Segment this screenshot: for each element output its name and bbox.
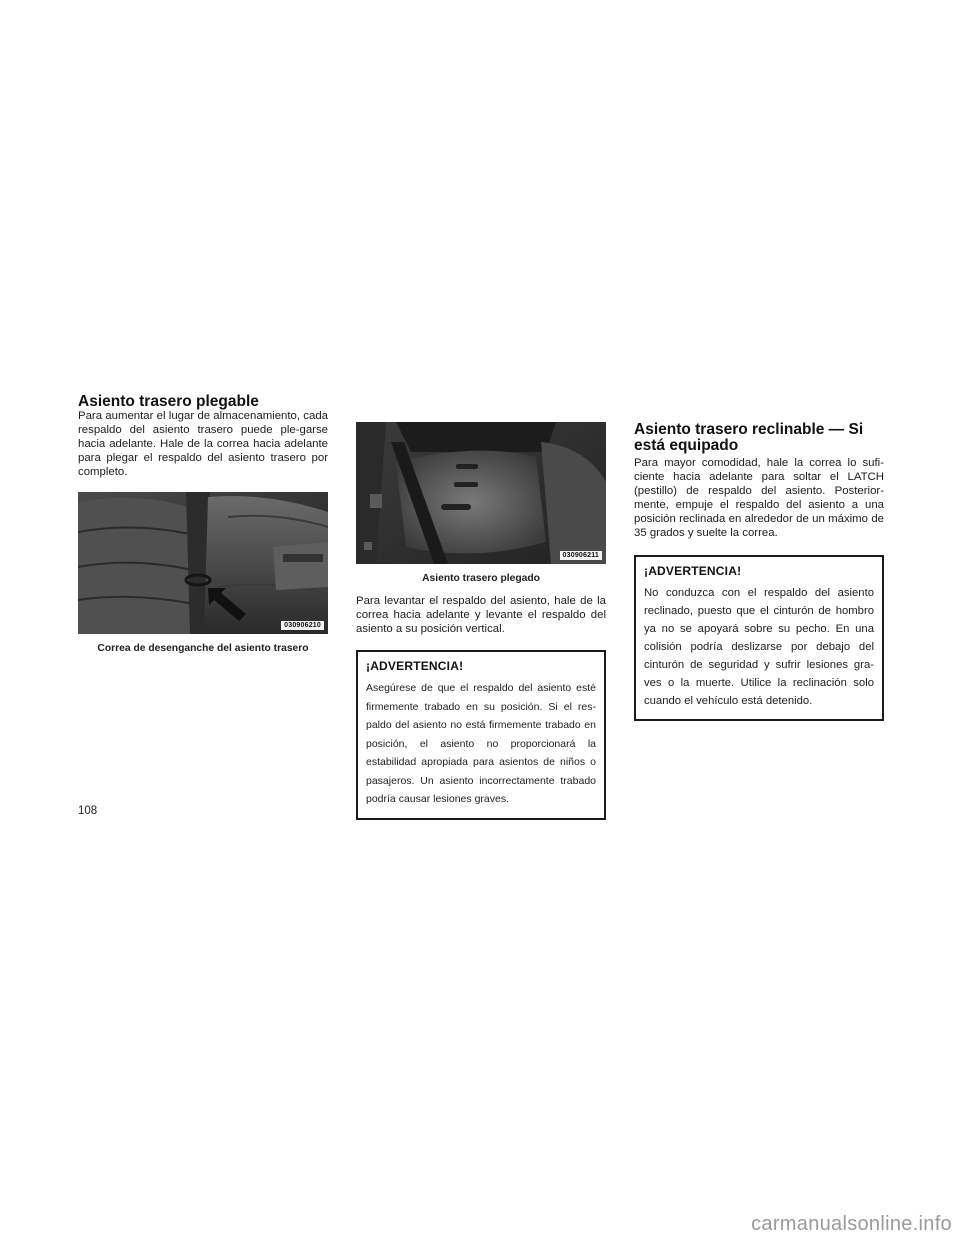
figure-caption-release-strap: Correa de desenganche del asiento trasero [97, 643, 309, 654]
page-number: 108 [78, 805, 98, 817]
seat-strap-illustration [78, 492, 328, 634]
warning-title: ¡ADVERTENCIA! [644, 564, 742, 578]
figure-code: 030906211 [560, 551, 602, 560]
folded-seat-illustration [356, 422, 606, 564]
column-right [634, 422, 884, 721]
warning-text: Asegúrese de que el respaldo del asiento esté firmemente trabado en su posición. Si el res-paldo del asiento no está firmemente trabado en posición, el asiento no proporcionará la estabilidad apropiada para asientos de niños o pasajeros. Un asiento incorrectamente trabado podría causar lesiones graves. [366, 682, 596, 805]
warning-text: No conduzca con el respaldo del asiento reclinado, puesto que el cinturón de hombro ya no se apoyará sobre su pecho. En una colisión podría deslizarse por debajo del cinturón de seguridad y sufrir lesiones gra-ves o la muerte. Utilice la reclinación solo cuando el vehículo está detenido. [644, 587, 874, 707]
section-title-folding-seat: Asiento trasero plegable [78, 393, 259, 410]
warning-box-recline [634, 555, 884, 721]
figure-release-strap [78, 492, 328, 634]
section-title-reclining-seat: Asiento trasero reclinable — Si está equipado [634, 421, 864, 454]
column-middle [356, 422, 606, 820]
folding-seat-paragraph: Para aumentar el lugar de almacenamiento, cada respaldo del asiento trasero puede ple-garse hacia adelante. Hale de la correa hacia adelante para plegar el respaldo del asiento trasero por completo. [78, 410, 328, 478]
warning-box-latch [356, 650, 606, 820]
figure-caption-folded-seat: Asiento trasero plegado [422, 573, 540, 584]
figure-code: 030906210 [281, 621, 324, 630]
watermark-text: carmanualsonline.info [751, 1213, 952, 1235]
raise-seat-paragraph: Para levantar el respaldo del asiento, hale de la correa hacia adelante y levante el respaldo del asiento a su posición vertical. [356, 595, 606, 635]
column-left [78, 393, 328, 654]
figure-folded-seat [356, 422, 606, 564]
reclining-seat-paragraph: Para mayor comodidad, hale la correa lo sufi-ciente hacia adelante para soltar el LATCH (pestillo) de respaldo del asiento. Posterior-mente, empuje el respaldo del asiento a una posición reclinada en alrededor de un máximo de 35 grados y suelte la correa. [634, 457, 884, 539]
warning-title: ¡ADVERTENCIA! [366, 659, 464, 673]
